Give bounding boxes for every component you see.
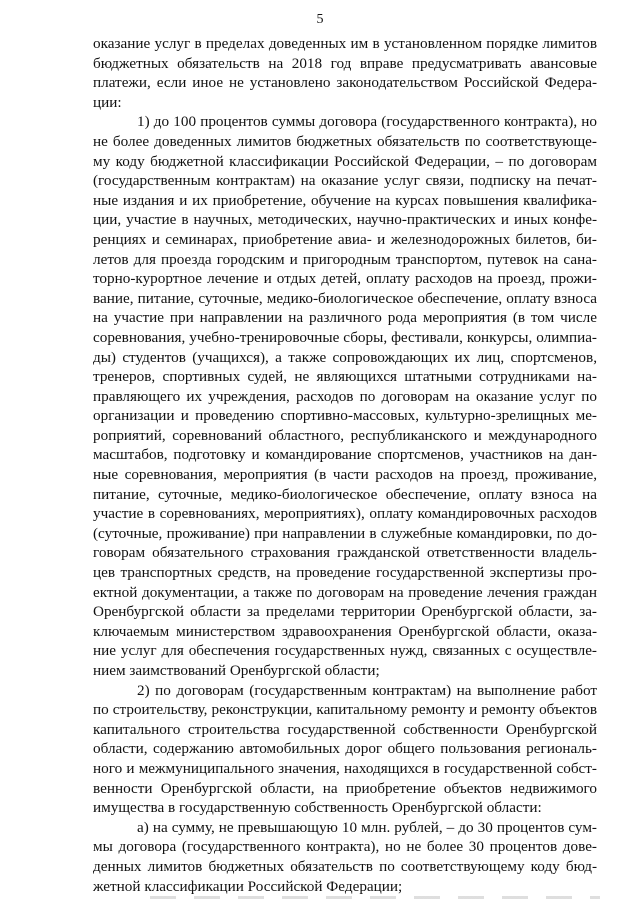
text-line: правляющего их учреждения, расходов по договорам на оказание услуг по xyxy=(93,387,597,405)
text-line: ные издания и их приобретение, обучение на курсах повышения квалифика- xyxy=(93,191,597,209)
text-line: ние услуг для обеспечения государственных нужд, связанных с осуществле- xyxy=(93,642,597,660)
text-line: на участие при направлении на различного рода мероприятия (в том числе xyxy=(93,309,597,327)
text-line: ного и межмуниципального значения, находящихся в государственной собст- xyxy=(93,759,597,777)
text-line: жетной классификации Российской Федерации; xyxy=(93,877,403,895)
text-line: цев транспортных средств, на проведение государственной экспертизы про- xyxy=(93,564,597,582)
text-line: денных лимитов бюджетных обязательств по соответствующему коду бюд- xyxy=(93,857,597,875)
text-line: нием заимствований Оренбургской области; xyxy=(93,662,380,679)
text-line: области, содержанию автомобильных дорог общего пользования региональ- xyxy=(93,740,597,758)
text-line: 1) до 100 процентов суммы договора (государственного контракта), но xyxy=(137,113,597,131)
text-line: ные соревнования, мероприятия (в части расходов на проезд, проживание, xyxy=(93,466,597,484)
text-line: мы договора (государственного контракта), но не более 30 процентов дове- xyxy=(93,838,597,856)
text-line: тренеров, спортивных судей, не являющихся штатными сотрудниками на- xyxy=(93,368,597,386)
text-line: (суточные, проживание) при направлении в служебные командировки, по до- xyxy=(93,524,597,542)
text-line: по строительству, реконструкции, капитальному ремонту и ремонту объектов xyxy=(93,701,597,719)
text-line: вание, питание, суточные, медико-биологическое обеспечение, оплату взноса xyxy=(93,289,597,307)
text-line: капитального строительства государственной собственности Оренбургской xyxy=(93,720,597,738)
document-body xyxy=(93,34,597,896)
text-line: соревнования, учебно-тренировочные сборы, фестивали, конкурсы, олимпиа- xyxy=(93,328,597,346)
page-number: 5 xyxy=(316,12,324,27)
text-line: а) на сумму, не превышающую 10 млн. рублей, – до 30 процентов сум- xyxy=(137,818,597,836)
text-line: ды) студентов (учащихся), а также сопровождающих их лиц, спортсменов, xyxy=(93,348,597,366)
scan-artifact xyxy=(150,896,600,899)
text-line: ции, участие в научных, методических, научно-практических и иных конфе- xyxy=(93,211,597,229)
text-line: участие в соревнованиях, мероприятиях), оплату командировочных расходов xyxy=(93,505,597,523)
text-line: ключаемым министерством здравоохранения Оренбургской области, оказа- xyxy=(93,622,597,640)
text-line: питание, суточные, медико-биологическое обеспечение, оплату взноса на xyxy=(93,485,597,503)
text-line: ренциях и семинарах, приобретение авиа- и железнодорожных билетов, би- xyxy=(93,230,597,248)
text-line: Оренбургской области за пределами территории Оренбургской области, за- xyxy=(93,603,597,621)
text-line: оказание услуг в пределах доведенных им в установленном порядке лимитов xyxy=(93,35,597,52)
text-line: не более доведенных лимитов бюджетных обязательств по соответствующе- xyxy=(93,132,597,150)
text-line: 2) по договорам (государственным контрактам) на выполнение работ xyxy=(137,681,597,699)
text-line: венности Оренбургской области, на приобретение объектов недвижимого xyxy=(93,779,597,797)
text-line: бюджетных обязательств на 2018 год вправе предусматривать авансовые xyxy=(93,54,597,72)
text-line: ектной документации, а также по договорам на проведение лечения граждан xyxy=(93,583,597,601)
text-line: говорам обязательного страхования гражданской ответственности владель- xyxy=(93,544,597,562)
text-line: торно-курортное лечение и отдых детей, оплату расходов на проезд, прожи- xyxy=(93,270,597,288)
text-line: летов для проезда городским и пригородным транспортом, путевок на сана- xyxy=(93,250,597,268)
text-line: ции: xyxy=(93,93,122,111)
text-line: роприятий, соревнований областного, республиканского и международного xyxy=(93,426,597,444)
text-line: масштабов, подготовку и командирование спортсменов, участников на дан- xyxy=(93,446,597,464)
text-line: (государственным контрактам) на оказание услуг связи, подписку на печат- xyxy=(93,172,597,190)
text-line: организации и проведению спортивно-массовых, культурно-зрелищных ме- xyxy=(93,407,597,425)
text-line: му коду бюджетной классификации Российской Федерации, – по договорам xyxy=(93,152,597,170)
text-line: имущества в государственную собственность Оренбургской области: xyxy=(93,799,542,817)
text-line: платежи, если иное не установлено законодательством Российской Федера- xyxy=(93,74,597,92)
